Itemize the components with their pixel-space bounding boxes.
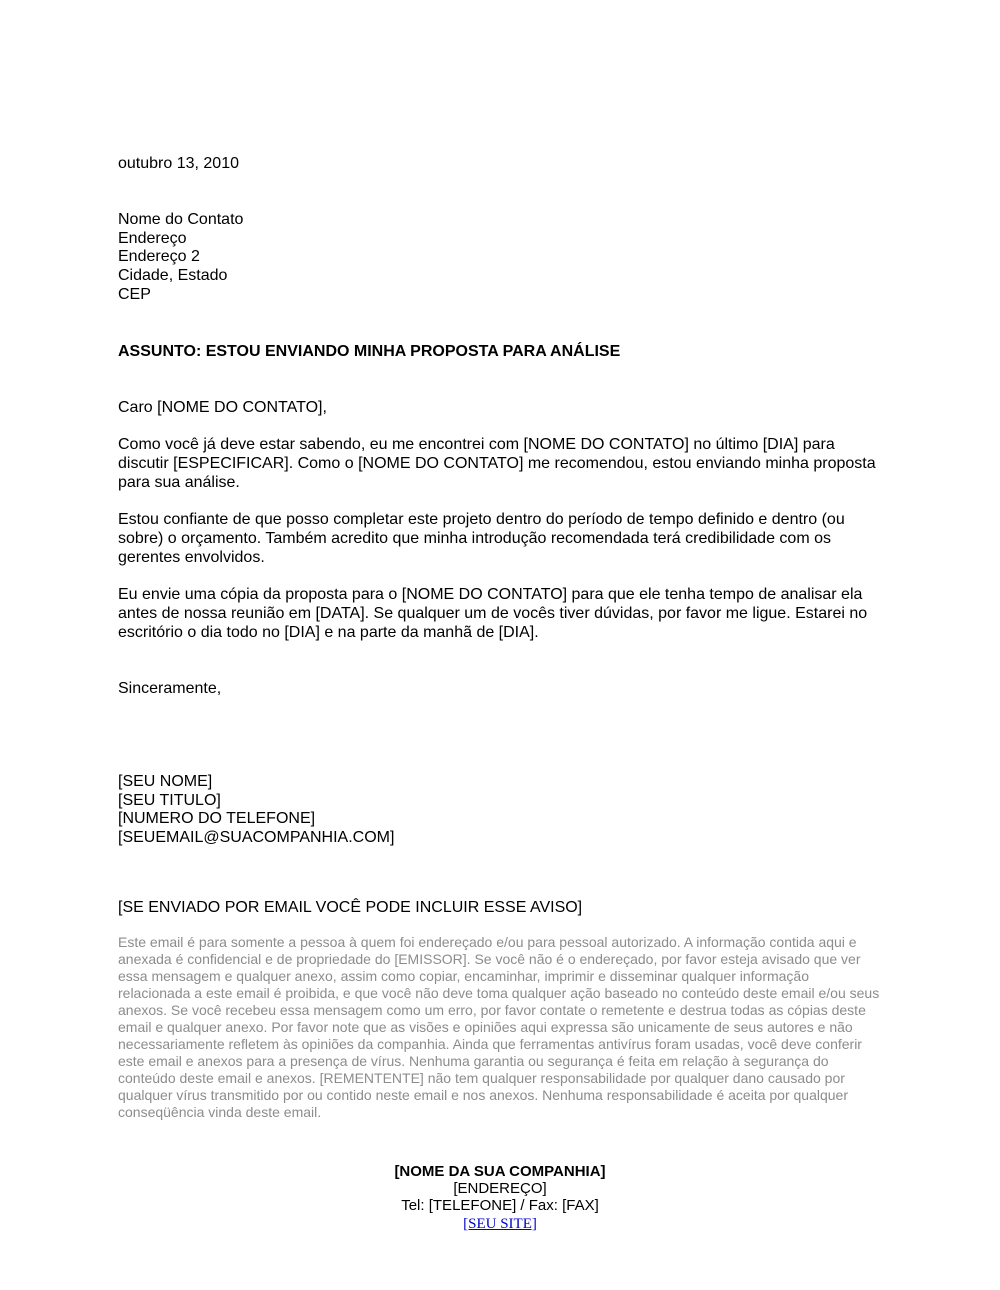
signature-title: [SEU TITULO] [118,791,221,809]
letter-date: outubro 13, 2010 [118,155,239,172]
body-paragraph-1-block [118,436,888,492]
body-paragraph-3: Eu envie uma cópia da proposta para o [NOME DO CONTATO] para que ele tenha tempo de analisar ela antes de nossa reunião em [DATA]. Se qualquer um de vocês tiver dúvidas, por favor me ligue. Estarei no escritório o dia todo no [DIA] e na parte da manhã de [DIA]. [118,586,868,641]
recipient-address-line-1: Endereço [118,229,187,247]
signature-email: [SEUEMAIL@SUACOMPANHIA.COM] [118,829,395,847]
body-paragraph-2: Estou confiante de que posso completar este projeto dentro do período de tempo definido e dentro (ou sobre) o orçamento. Também acredito que minha introdução recomendada terá credibilidade com os gerentes envolvidos. [118,511,845,566]
closing-block [118,680,888,699]
recipient-address [118,211,888,305]
disclaimer-block [118,934,884,1121]
footer-address: [ENDEREÇO] [453,1180,547,1198]
recipient-zip: CEP [118,285,151,303]
footer-company-name: [NOME DA SUA COMPANHIA] [394,1163,606,1180]
signature-name: [SEU NOME] [118,773,213,790]
email-notice-heading: [SE ENVIADO POR EMAIL VOCÊ PODE INCLUIR ESSE AVISO] [118,899,583,916]
body-paragraph-3-block [118,586,888,642]
letter-date-block [118,155,888,174]
letter-subject: ASSUNTO: ESTOU ENVIANDO MINHA PROPOSTA PARA ANÁLISE [118,343,621,360]
email-disclaimer: Este email é para somente a pessoa à quem foi endereçado e/ou para pessoal autorizado. A informação contida aqui e anexada é confidencial e de propriedade do [EMISSOR]. Se você não é o endereçado, por favor esteja avisado que ver essa mensagem e qualquer anexo, assim como copiar, encaminhar, imprimir e disseminar qualquer informação relacionada a este email é proibida, e que você não deve toma qualquer ação baseado no conteúdo deste email e/ou seus anexos. Se você recebeu essa mensagem como um erro, por favor contate o remetente e destrua todas as cópias deste email e qualquer anexo. Por favor note que as visões e opiniões aqui expressa são unicamente de seus autores e não necessariamente refletem às opiniões da companhia. Ainda que ferramentas antivírus foram usadas, você deve conferir este email e anexos para a presença de vírus. Nenhuma garantia ou segurança é feita em relação à segurança do conteúdo deste email e anexos. [REMENTENTE] não tem qualquer responsabilidade por qualquer dano causado por qualquer vírus transmitido por ou contido neste email e nos anexos. Nenhuma responsabilidade é aceita por qualquer conseqüência vinda deste email. [118,934,880,1120]
signature-phone: [NUMERO DO TELEFONE] [118,810,316,828]
recipient-address-line-2: Endereço 2 [118,248,200,266]
signature-block [118,773,888,848]
email-notice-heading-block [118,899,888,918]
recipient-city-state: Cidade, Estado [118,267,228,285]
letter-salutation: Caro [NOME DO CONTATO], [118,399,327,416]
company-footer [0,1163,1000,1233]
letter-closing: Sinceramente, [118,680,222,697]
footer-contact: Tel: [TELEFONE] / Fax: [FAX] [401,1197,599,1215]
subject-block [118,343,888,362]
salutation-block [118,399,888,418]
recipient-name: Nome do Contato [118,211,244,228]
body-paragraph-2-block [118,511,888,567]
footer-site-link[interactable]: [SEU SITE] [463,1215,537,1232]
body-paragraph-1: Como você já deve estar sabendo, eu me encontrei com [NOME DO CONTATO] no último [DIA] para discutir [ESPECIFICAR]. Como o [NOME DO CONTATO] me recomendou, estou enviando minha proposta para sua análise. [118,436,876,491]
